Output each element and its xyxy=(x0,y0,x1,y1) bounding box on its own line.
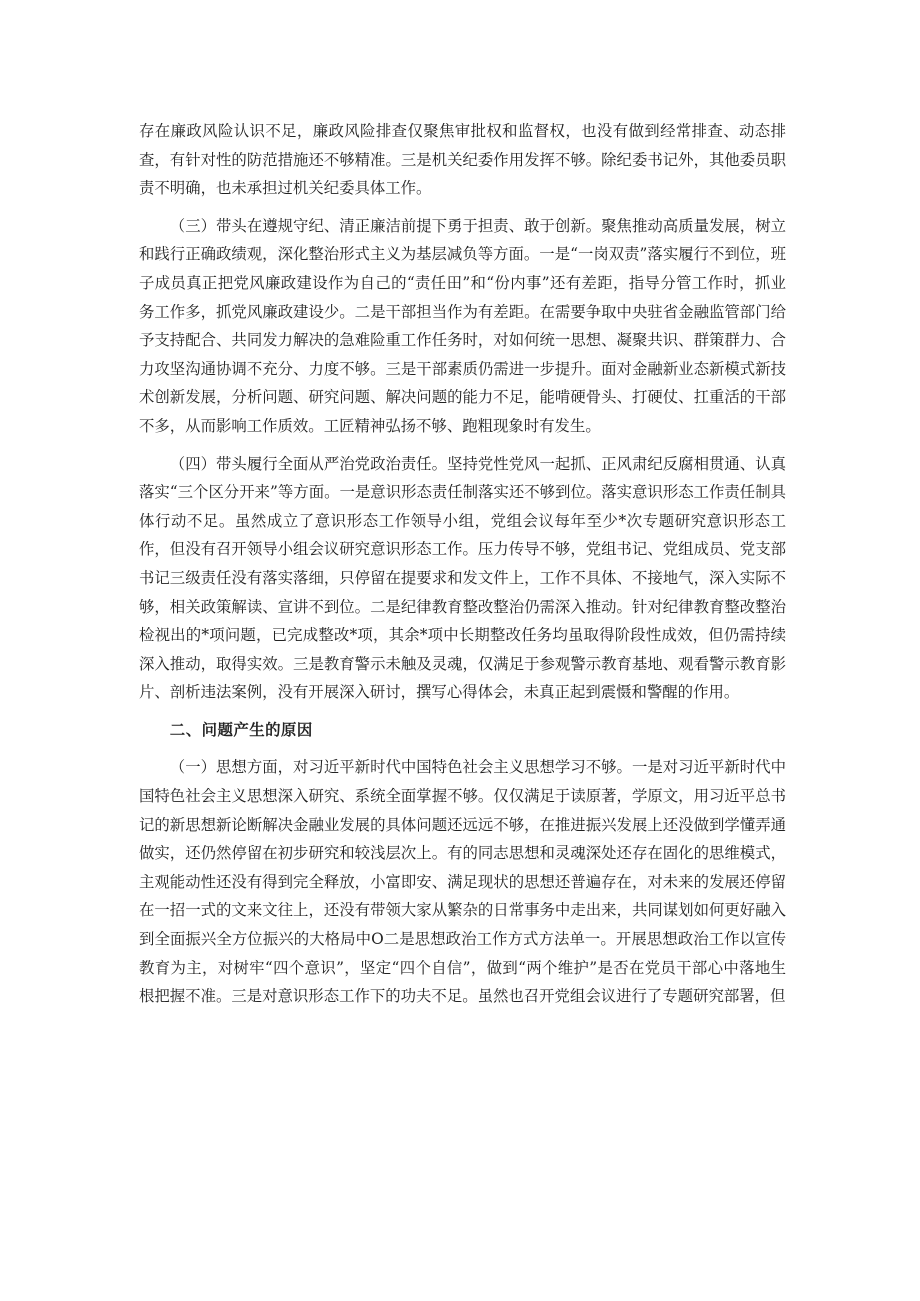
document-page xyxy=(139,117,786,1020)
paragraph-causes-1: （一）思想方面，对习近平新时代中国特色社会主义思想学习不够。一是对习近平新时代中国特色社会主义思想深入研究、系统全面掌握不够。仅仅满足于读原著，学原文，用习近平总书记的新思想新论断解决金融业发展的具体问题还远远不够，在推进振兴发展上还没做到学懂弄通做实，还仍然停留在初步研究和较浅层次上。有的同志思想和灵魂深处还存在固化的思维模式，主观能动性还没有得到完全释放，小富即安、满足现状的思想还普遍存在，对未来的发展还停留在一招一式的文来文往上，还没有带领大家从繁杂的日常事务中走出来，共同谋划如何更好融入到全面振兴全方位振兴的大格局中O二是思想政治工作方式方法单一。开展思想政治工作以宣传教育为主，对树牢“四个意识”，坚定“四个自信”，做到“两个维护”是否在党员干部心中落地生根把握不准。三是对意识形态工作下的功夫不足。虽然也召开党组会议进行了专题研究部署，但 xyxy=(139,758,786,1006)
paragraph-continuation: 存在廉政风险认识不足，廉政风险排查仅聚焦审批权和监督权，也没有做到经常排查、动态排查，有针对性的防范措施还不够精准。三是机关纪委作用发挥不够。除纪委书记外，其他委员职责不明确，也未承担过机关纪委具体工作。 xyxy=(139,122,786,198)
paragraph-section-4: （四）带头履行全面从严治党政治责任。坚持党性党风一起抓、正风肃纪反腐相贯通、认真落实“三个区分开来”等方面。一是意识形态责任制落实还不够到位。落实意识形态工作责任制具体行动不足。虽然成立了意识形态工作领导小组，党组会议每年至少*次专题研究意识形态工作，但没有召开领导小组会议研究意识形态工作。压力传导不够，党组书记、党组成员、党支部书记三级责任没有落实落细，只停留在提要求和发文件上，工作不具体、不接地气，深入实际不够，相关政策解读、宣讲不到位。二是纪律教育整改整治仍需深入推动。针对纪律教育整改整治检视出的*项问题，已完成整改*项，其余*项中长期整改任务均虽取得阶段性成效，但仍需持续深入推动，取得实效。三是教育警示未触及灵魂，仅满足于参观警示教育基地、观看警示教育影片、剖析违法案例，没有开展深入研讨，撰写心得体会，未真正起到震慑和警醒的作用。 xyxy=(139,454,786,702)
paragraph-section-3: （三）带头在遵规守纪、清正廉洁前提下勇于担责、敢于创新。聚焦推动高质量发展，树立和践行正确政绩观，深化整治形式主义为基层减负等方面。一是“一岗双责”落实履行不到位，班子成员真正把党风廉政建设作为自己的“责任田”和“份内事”还有差距，指导分管工作时，抓业务工作多，抓党风廉政建设少。二是干部担当作为有差距。在需要争取中央驻省金融监管部门给予支持配合、共同发力解决的急难险重工作任务时，对如何统一思想、凝聚共识、群策群力、合力攻坚沟通协调不充分、力度不够。三是干部素质仍需进一步提升。面对金融新业态新模式新技术创新发展，分析问题、研究问题、解决问题的能力不足，能啃硬骨头、打硬仗、扛重活的干部不多，从而影响工作质效。工匠精神弘扬不够、跑粗现象时有发生。 xyxy=(139,216,786,435)
section-heading-causes: 二、问题产生的原因 xyxy=(169,720,313,739)
